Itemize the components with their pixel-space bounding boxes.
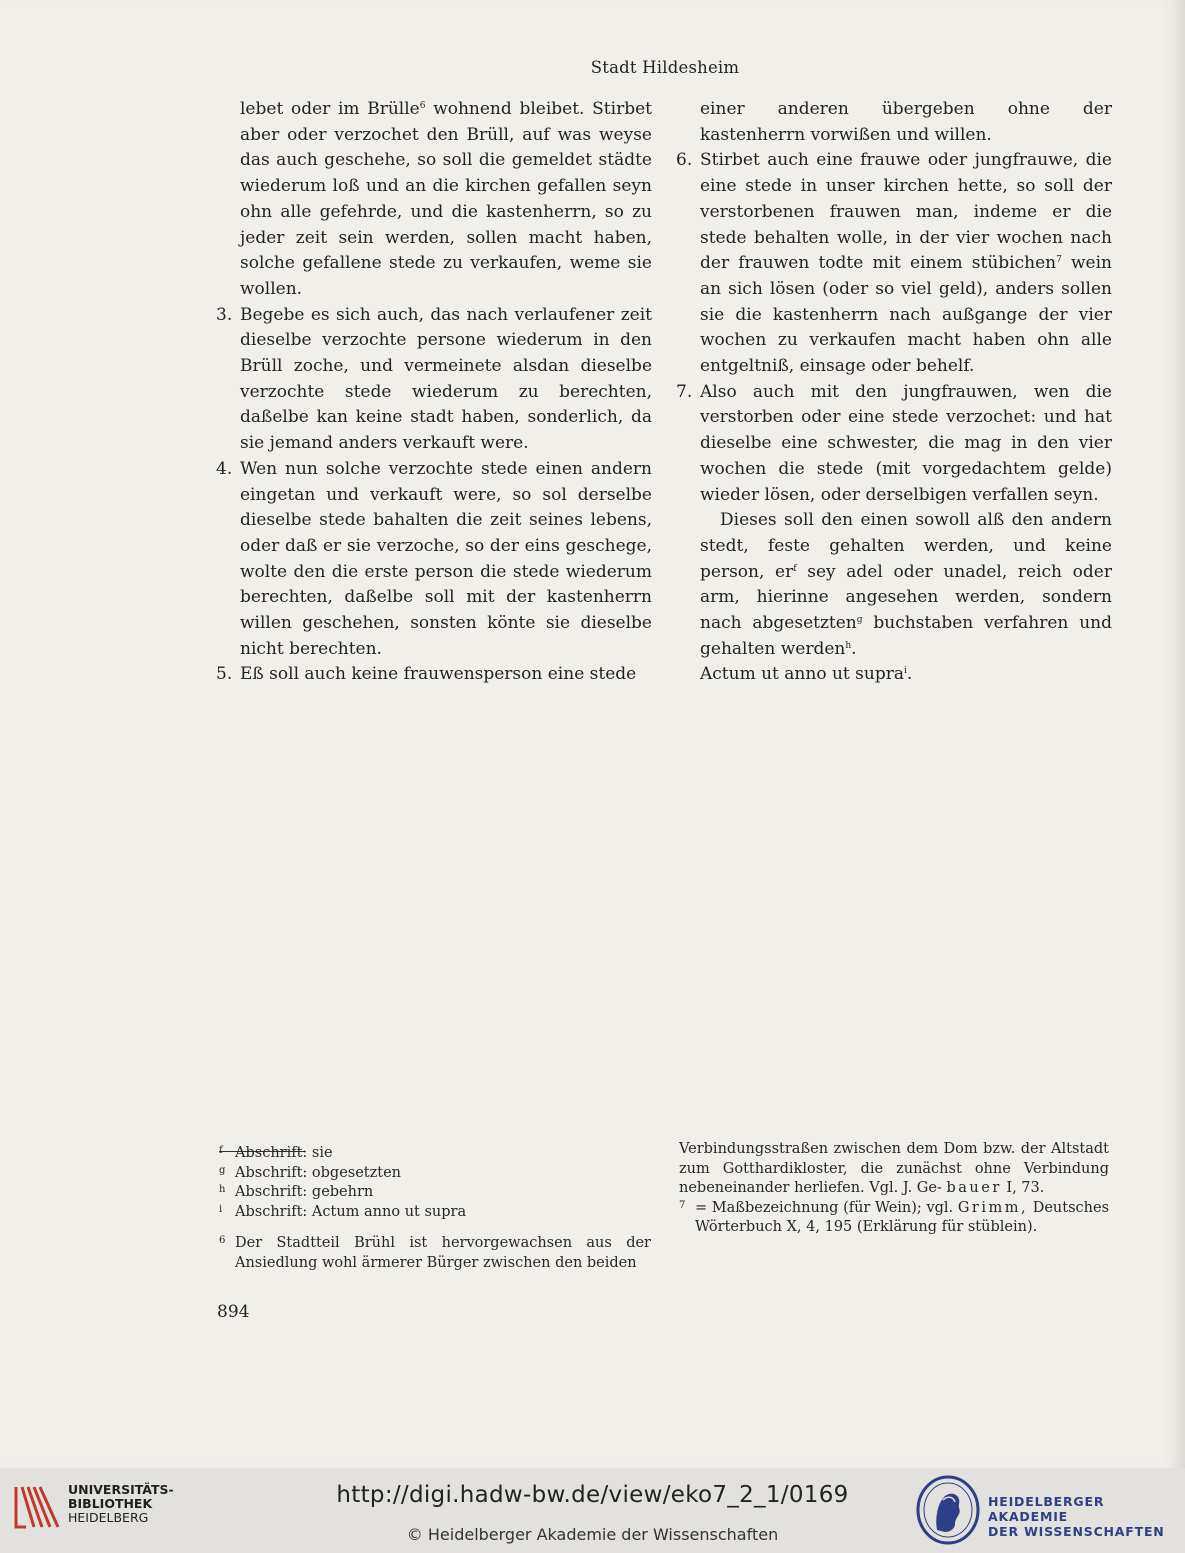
footnote-h: [219, 1183, 651, 1203]
closing-paragraph: [676, 508, 1112, 662]
actum-text: Actum ut anno ut supra: [700, 664, 904, 685]
footnote-ref-g[interactable]: g: [856, 615, 863, 626]
academy-seal-icon[interactable]: [915, 1474, 981, 1546]
footnote-mark: g: [219, 1164, 226, 1176]
footnote-i: [219, 1203, 651, 1223]
academy-line-2: DER WISSENSCHAFTEN: [988, 1524, 1165, 1539]
footnote-7: [679, 1199, 1109, 1238]
item-number: 6.: [676, 150, 693, 171]
continuation-start: lebet oder im Brülle: [240, 99, 420, 119]
textual-notes: [219, 1144, 651, 1222]
footnotes-right: [679, 1140, 1109, 1238]
list-item-3: [216, 303, 652, 457]
item-text: Wen nun solche verzochte stede einen andern eingetan und verkauft were, so sol derselbe dieselbe stede bahalten die zeit seines lebens, oder daß er sie verzoche, so der eins geschege, wolte den die erste person die stede wiederum berechten, daßelbe soll mit der kastenherrn willen geschehen, sonsten könte sie dieselbe nicht berechten.: [240, 458, 652, 659]
closing-text-4: .: [851, 638, 857, 659]
copyright-notice: © Heidelberger Akademie der Wissenschaften: [406, 1525, 779, 1544]
author-name: Grimm,: [957, 1199, 1029, 1216]
item-text: Begebe es sich auch, das nach verlaufener zeit dieselbe verzochte persone wiederum in den Brüll zoche, und vermeinete alsdan dieselbe verzochte stede wiederum zu berechten, daßelbe kan keine stadt haben, sonderlich, da sie jemand anders verkauft were.: [240, 304, 652, 454]
academy-name: [988, 1494, 1185, 1539]
footnote-text: Abschrift: gebehrn: [235, 1184, 374, 1200]
footnote-mark: h: [219, 1184, 226, 1195]
right-column-continuation: einer anderen übergeben ohne der kastenherrn vorwißen und willen.: [700, 99, 1112, 145]
footnote-text: Verbindungsstraßen zwischen dem Dom bzw. der Altstadt zum Gotthardikloster, die zunächst ohne Verbindung nebeneinander herliefen. Vgl. J. Ge-: [679, 1141, 1109, 1196]
footnote-text: Abschrift: sie: [235, 1145, 333, 1161]
running-head: Stadt Hildesheim: [590, 58, 740, 77]
footnote-text: Abschrift: obgesetzten: [235, 1164, 402, 1181]
closing-text-2: sey adel oder unadel, reich oder arm, hierinne angesehen werden, sondern nach abgesetzten: [700, 561, 1112, 634]
item-number: 4.: [216, 458, 233, 479]
footnote-6-continuation: [679, 1140, 1109, 1199]
page-number: 894: [217, 1302, 250, 1322]
permalink[interactable]: http://digi.hadw-bw.de/view/eko7_2_1/0169: [336, 1482, 849, 1508]
footnote-text: = Maßbezeichnung (für Wein); vgl.: [695, 1199, 958, 1216]
actum-line: [676, 662, 1112, 688]
left-column: [216, 97, 652, 688]
footnote-ref-h[interactable]: h: [845, 640, 852, 651]
ub-line-1: UNIVERSITÄTS-: [68, 1482, 174, 1497]
footnote-ref-f[interactable]: f: [793, 563, 797, 574]
footnote-mark: i: [219, 1203, 223, 1215]
ub-line-2: BIBLIOTHEK: [68, 1496, 153, 1511]
footnotes-left: [219, 1116, 651, 1273]
list-item-5: [216, 662, 652, 688]
list-item-7: [676, 380, 1112, 509]
footnote-text: Abschrift: Actum anno ut supra: [235, 1203, 467, 1220]
viewer-footer: [0, 1468, 1185, 1553]
footnote-mark: 7: [679, 1199, 686, 1211]
footnote-ref-7[interactable]: 7: [1056, 255, 1062, 266]
footnote-g: [219, 1164, 651, 1184]
list-item-6: [676, 148, 1112, 379]
item-text-before: Stirbet auch eine frauwe oder jungfrauwe, die eine stede in unser kirchen hette, so soll der verstorbenen frauwen man, indeme er die stede behalten wolle, in der vier wochen nach der frauwen todte mit einem stübichen: [700, 150, 1112, 274]
list-item-4: [216, 457, 652, 663]
item-text: Eß soll auch keine frauwensperson eine stede: [240, 664, 637, 685]
left-column-continuation: [216, 97, 652, 303]
ub-line-3: HEIDELBERG: [68, 1510, 149, 1525]
item-text-after: wein an sich lösen (oder so viel geld), anders sollen sie die kastenherrn nach außgange der vier wochen zu verkaufen macht haben ohn alle entgeltniß, einsage oder behelf.: [700, 253, 1113, 377]
footnote-6: [219, 1234, 651, 1273]
footnote-ref-6[interactable]: 6: [419, 101, 426, 111]
actum-period: .: [906, 664, 913, 685]
footnote-text-rest: Deutsches Wörterbuch X, 4, 195 (Erklärung für stüblein).: [695, 1199, 1110, 1235]
footnote-mark: f: [219, 1145, 223, 1156]
item-text: Also auch mit den jungfrauwen, wen die verstorben oder eine stede verzochet: und hat dieselbe eine schwester, die mag in den vier wochen die stede (mit vorgedachtem gelde) wieder lösen, oder derselbigen verfallen seyn.: [700, 381, 1112, 505]
author-name: bauer: [946, 1180, 1002, 1196]
right-column: [676, 97, 1112, 688]
item-number: 7.: [676, 381, 693, 402]
closing-text-1: Dieses soll den einen sowoll alß den andern stedt, feste gehalten werden, und keine person, er: [700, 510, 1112, 582]
item-number: 3.: [216, 304, 233, 325]
footnote-reference: I, 73.: [1001, 1180, 1045, 1196]
item-number: 5.: [216, 664, 233, 685]
footnote-f: [219, 1144, 651, 1164]
academy-line-1: HEIDELBERGER AKADEMIE: [988, 1494, 1105, 1524]
footnote-ref-i[interactable]: i: [903, 666, 907, 677]
footnote-mark: 6: [219, 1235, 226, 1246]
footnote-text: Der Stadtteil Brühl ist hervorgewachsen aus der Ansiedlung wohl ärmerer Bürger zwischen den beiden: [235, 1235, 651, 1271]
continuation-rest: wohnend bleibet. Stirbet aber oder verzochet den Brüll, auf was weyse das auch geschehe, so soll die gemeldet städte wiederum loß und an die kirchen gefallen seyn ohn alle gefehrde, und die kastenherrn, so zu jeder zeit sein werden, sollen macht haben, solche gefallene stede zu verkaufen, weme sie wollen.: [240, 99, 652, 299]
closing-text-3: buchstaben verfahren und gehalten werden: [700, 613, 1112, 659]
